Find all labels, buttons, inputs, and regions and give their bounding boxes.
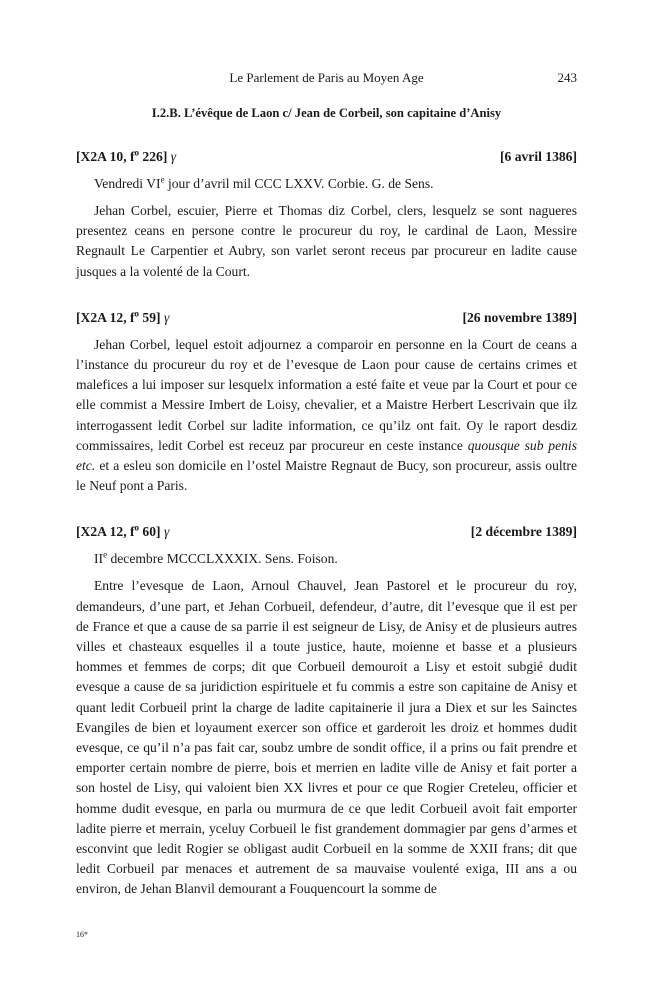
ref-symbol: γ <box>170 149 177 164</box>
dateline-sup: e <box>160 174 165 185</box>
entry <box>76 522 577 899</box>
entry-date: [26 novembre 1389] <box>462 309 577 325</box>
archive-reference <box>76 522 169 541</box>
dateline-sup: e <box>103 549 108 560</box>
ref-tail: 59] <box>139 309 164 325</box>
dateline-pre: II <box>94 551 104 567</box>
ref-text: [X2A 10, f <box>76 149 135 164</box>
paragraph: Entre l’evesque de Laon, Arnoul Chauvel, Jean Pastorel et le procureur du roy, demandeurs, d’une part, et Jehan Corbueil, defendeur, d’autre, dit l’evesque que il est per de France et que a cause de sa parrie il est seigneur de Lisy, de Anisy et de plusieurs autres villes et chasteaux esquelles il a toute justice, haute, moienne et basse et a plusieurs hommes et femmes de corps; dit que Corbueil demouroit a Lisy et estoit subgié dudit evesque a cause de sa juridiction espirituele et fu commis a estre son capitaine de Anisy et quant ledit Corbueil print la charge de ladite capitainerie il jura a Diex et sur les Sainctes Evangiles de bien et loyaument exercer son office et garderoit les droiz et hommes dudit evesque, ce qu’il n’a pas fait car, soubz umbre de sondit office, il a prins ou fait prendre et emporter certain nombre de pierre, bois et merrien en ladite ville de Anisy et fait porter a son hostel de Lisy, qui valoient bien XX livres et pour ce que Rogier Creteleu, officier et homme dudit evesque, en parla ou murmura de ce que ledit Corbueil avoit fait emporter ladite pierre et merrain, yceluy Corbueil le fist grandement dommagier par gens d’armes et esconvint que ledit Rogier se obligast audit Corbueil en la somme de XXII frans; dit que ledit Corbueil par menaces et autrement de sa mauvaise voulenté exiga, III ans a ou environ, de Jehan Blanvil demourant a Fouquencourt la somme de <box>76 578 577 897</box>
dateline <box>76 549 577 568</box>
printer-signature: 16* <box>76 930 88 939</box>
ref-sup: o <box>134 308 140 319</box>
entry-heading <box>76 147 577 166</box>
page-number: 243 <box>557 70 577 85</box>
archive-reference <box>76 147 176 166</box>
entry <box>76 147 577 282</box>
section-title: I.2.B. L’évêque de Laon c/ Jean de Corbeil, son capitaine d’Anisy <box>151 106 502 120</box>
ref-symbol: γ <box>163 309 170 325</box>
page <box>76 70 577 900</box>
ref-symbol: γ <box>163 524 170 540</box>
paragraph-text: et a esleu son domicile en l’ostel Maistre Regnaut de Bucy, son procureur, assis oultre le Neuf pont a Paris. <box>76 458 577 494</box>
dateline <box>76 174 577 193</box>
running-title: Le Parlement de Paris au Moyen Age <box>229 70 424 85</box>
ref-sup: o <box>134 522 140 533</box>
ref-text: [X2A 12, f <box>76 309 135 325</box>
dateline-post: jour d’avril mil CCC LXXV. Corbie. G. de Sens. <box>164 176 434 191</box>
paragraph-text: Jehan Corbel, lequel estoit adjournez a comparoir en personne en la Court de ceans a l’instance du procureur du roy et de l’evesque de Laon pour cause de certains crimes et malefices a lui imposer sur lesquelx information a esté faite et veue par la Court et pour ce elle commist a Messire Imbert de Loisy, chevalier, et a Maistre Herbert Lescrivain que ilz interrogassent ledit Corbel sur ladite information, ce qu’ilz ont fait. Oy le raport desdiz commissaires, ledit Corbel est receuz par procureur en ceste instance <box>76 336 577 453</box>
running-head <box>76 70 577 90</box>
ref-sup: o <box>134 147 140 158</box>
paragraph: Jehan Corbel, escuier, Pierre et Thomas diz Corbel, clers, lesquelz se sont nagueres presentez ceans en persone contre le procureur du roy, le cardinal de Laon, Messire Regnault Le Carpentier et Aubry, son varlet seront receus par procureur en ladite cause jusques a la volenté de la Court. <box>76 203 577 279</box>
entry-date: [6 avril 1386] <box>499 149 577 164</box>
dateline-pre: Vendredi VI <box>94 176 161 191</box>
paragraph <box>76 335 577 497</box>
entry-date: [2 décembre 1389] <box>470 524 577 540</box>
ref-tail: 226] <box>139 149 171 164</box>
archive-reference <box>76 308 169 327</box>
latin-phrase: quousque sub penis etc. <box>76 437 577 474</box>
entry <box>76 308 577 497</box>
entry-heading <box>76 522 577 541</box>
ref-tail: 60] <box>139 524 164 540</box>
entry-heading <box>76 308 577 327</box>
ref-text: [X2A 12, f <box>76 524 135 540</box>
dateline-post: decembre MCCCLXXXIX. Sens. Foison. <box>107 551 338 567</box>
